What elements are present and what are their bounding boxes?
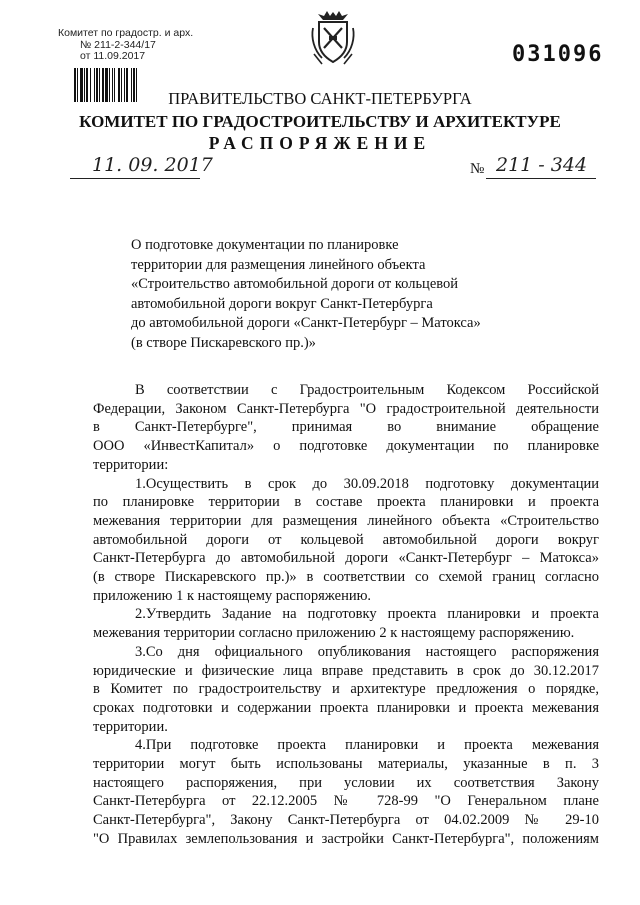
item-2-line: 2.Утвердить Задание на подготовку проекта планировки и проекта — [135, 606, 599, 623]
preamble-line: В соответствии с Градостроительным Кодексом Российской — [135, 382, 599, 398]
subject-line: до автомобильной дороги «Санкт-Петербург – Матокса» — [131, 315, 481, 331]
item-3-line: 3.Со дня официального опубликования настоящего распоряжения — [135, 643, 599, 660]
stamp-number: № 211-2-344/17 — [80, 39, 156, 51]
subject-line: О подготовке документации по планировке — [131, 237, 399, 253]
preamble-line: ООО «ИнвестКапитал» о подготовке документации по планировке — [93, 438, 599, 455]
subject-line: (в створе Пискаревского пр.)» — [131, 334, 316, 351]
item-4-line: "О Правилах землепользования и застройки Санкт-Петербурга", положениям — [93, 830, 599, 847]
item-1-line: 1.Осуществить в срок до 30.09.2018 подготовку документации — [135, 475, 599, 492]
document-type: РАСПОРЯЖЕНИЕ — [208, 133, 432, 153]
item-4-line: Санкт-Петербурга от 22.12.2005 № 728-99 "О Генеральном плане — [93, 793, 599, 810]
order-number: 211 - 344 — [496, 154, 588, 176]
item-4-line: 4.При подготовке проекта планировки и проекта межевания — [135, 737, 599, 754]
order-number-label: № — [470, 161, 485, 177]
item-1-line: (в створе Пискаревского пр.)» в соответствии со схемой границ согласно — [93, 569, 599, 586]
item-4-line: территории могут быть использованы материалы, указанные в п. 3 — [93, 756, 599, 773]
preamble-line: Федерации, Законом Санкт-Петербурга "О градостроительной деятельности — [93, 400, 599, 417]
subject-line: «Строительство автомобильной дороги от кольцевой — [131, 276, 459, 292]
document-body — [93, 381, 599, 849]
item-1-line: Санкт-Петербурга до автомобильной дороги «Санкт-Петербург – Матокса» — [93, 550, 599, 567]
item-3-line: территории. — [93, 718, 168, 735]
item-4-line: Санкт-Петербурга", Закону Санкт-Петербурга от 04.02.2009 № 29-10 — [93, 812, 599, 829]
order-number-underline — [486, 178, 596, 179]
order-date-underline — [70, 178, 200, 179]
item-2-line: межевания территории согласно приложению 2 к настоящему распоряжению. — [93, 625, 575, 642]
item-1-line: межевания территории для размещения линейного объекта «Строительство — [93, 512, 599, 529]
committee-title: КОМИТЕТ ПО ГРАДОСТРОИТЕЛЬСТВУ И АРХИТЕКТУРЕ — [79, 112, 561, 131]
item-4-line: настоящего распоряжения, при условии их соответствия Закону — [93, 774, 599, 791]
stamp-committee: Комитет по градостр. и арх. — [58, 27, 194, 39]
item-3-line: сроках подготовки и содержании проекта планировки и проекта межевания — [93, 699, 599, 716]
subject-line: автомобильной дороги вокруг Санкт-Петербурга — [131, 295, 433, 312]
item-1-line: по планировке территории в составе проекта планировки и проекта — [93, 494, 599, 511]
order-date: 11. 09. 2017 — [92, 154, 213, 176]
preamble-line: в Санкт-Петербурге", принимая во внимание обращение — [93, 419, 599, 436]
government-title: ПРАВИТЕЛЬСТВО САНКТ-ПЕТЕРБУРГА — [168, 89, 472, 108]
item-1-line: приложению 1 к настоящему распоряжению. — [93, 587, 372, 604]
item-3-line: в Комитет по градостроительству и архитектуре предложения о порядке, — [93, 681, 599, 698]
preamble-line: территории: — [93, 456, 169, 473]
stamp-date: от 11.09.2017 — [80, 50, 146, 62]
item-3-line: юридические и физические лица вправе представить в срок до 30.12.2017 — [93, 662, 599, 679]
order-subject — [131, 236, 511, 353]
registration-number: 031096 — [512, 42, 604, 67]
coat-of-arms-icon — [310, 8, 356, 66]
subject-line: территории для размещения линейного объекта — [131, 256, 426, 273]
item-1-line: автомобильной дороги от кольцевой автомобильной дороги вокруг — [93, 531, 599, 548]
